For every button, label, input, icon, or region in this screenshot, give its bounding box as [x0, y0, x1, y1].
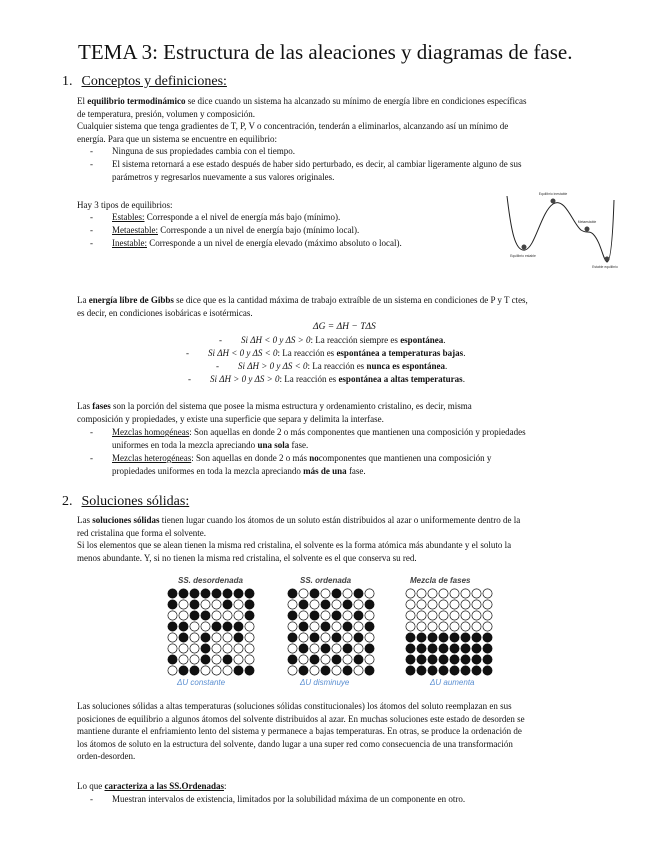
label-metastable: Metaestable [577, 220, 597, 224]
solute-atom [439, 666, 448, 675]
solute-atom [428, 655, 437, 664]
list-item: - Mezclas heterogéneas: Son aquellas en donde 2 o más nocomponentes que mantienen una composición y propiedades uniformes en toda la mezcla apreciando más de una fase. [90, 453, 492, 476]
solute-atom [190, 600, 199, 609]
section-title: Conceptos y definiciones: [81, 74, 227, 89]
types-intro: Hay 3 tipos de equilibrios: [77, 200, 173, 210]
solute-atom [179, 589, 188, 598]
solvent-atom [223, 644, 232, 653]
solvent-atom [439, 611, 448, 620]
solvent-atom [354, 666, 363, 675]
ball-unstable [551, 199, 556, 204]
solute-atom [406, 666, 415, 675]
solvent-atom [212, 655, 221, 664]
solute-atom [245, 666, 254, 675]
solvent-atom [332, 600, 341, 609]
solute-atom [190, 611, 199, 620]
list-item: - Mezclas homogéneas: Son aquellas en donde 2 o más componentes que mantienen una composición y propiedades uniformes en toda la mezcla apreciando una sola fase. [90, 427, 526, 450]
solute-atom [439, 655, 448, 664]
solvent-atom [406, 622, 415, 631]
solute-atom [343, 644, 352, 653]
solvent-atom [343, 633, 352, 642]
solute-atom [310, 589, 319, 598]
solute-atom [483, 655, 492, 664]
solute-atom [461, 644, 470, 653]
solvent-atom [310, 622, 319, 631]
solvent-atom [190, 644, 199, 653]
solvent-atom [450, 611, 459, 620]
ss-disordered-lattice [167, 588, 255, 676]
list-item: - Estables: Corresponde a el nivel de energía más bajo (mínimo). [90, 212, 341, 222]
solvent-atom [321, 589, 330, 598]
solvent-atom [365, 611, 374, 620]
list-item: - Ninguna de sus propiedades cambia con el tiempo. [90, 146, 295, 156]
solute-atom [299, 644, 308, 653]
solute-atom [461, 633, 470, 642]
solvent-atom [343, 611, 352, 620]
solute-atom [201, 644, 210, 653]
solvent-atom [288, 622, 297, 631]
solvent-atom [439, 600, 448, 609]
solute-atom [179, 666, 188, 675]
solvent-atom [201, 666, 210, 675]
solute-atom [321, 622, 330, 631]
solute-atom [168, 600, 177, 609]
solvent-atom [234, 600, 243, 609]
solvent-atom [201, 622, 210, 631]
solvent-atom [321, 655, 330, 664]
solvent-atom [245, 622, 254, 631]
phase-mixture-lattice [405, 588, 493, 676]
solute-atom [428, 666, 437, 675]
solvent-atom [472, 611, 481, 620]
gibbs-case: - Si ΔH > 0 y ΔS < 0: La reacción es nunca es espontánea. [216, 361, 448, 371]
solvent-atom [190, 633, 199, 642]
solvent-atom [310, 644, 319, 653]
section-number: 2. [62, 494, 73, 509]
solute-atom [223, 589, 232, 598]
solvent-atom [332, 622, 341, 631]
gibbs-case: - Si ΔH < 0 y ΔS < 0: La reacción es espontánea a temperaturas bajas. [186, 348, 466, 358]
solvent-atom [461, 589, 470, 598]
solvent-atom [288, 644, 297, 653]
solute-atom [343, 666, 352, 675]
solvent-atom [428, 622, 437, 631]
figure-caption: ΔU disminuye [300, 678, 350, 687]
paragraph-altas-temperaturas: Las soluciones sólidas a altas temperaturas (soluciones sólidas constitucionales) los átomos del soluto reemplazan en sus posiciones de equilibrio a algunos átomos del solvente distribuidos al azar. En muchas soluciones este estado de desorden se mantiene durante el enfriamiento lento del sistema y permanece a bajas temperaturas. En otras, se produce la ordenación de los átomos de soluto en la estructura del solvente, dando lugar a una super red como consecuencia de una transformación orden-desorden. [77, 701, 525, 761]
solute-atom [354, 589, 363, 598]
solvent-atom [168, 633, 177, 642]
solute-atom [406, 655, 415, 664]
solute-atom [332, 633, 341, 642]
solvent-atom [223, 611, 232, 620]
solute-atom [321, 644, 330, 653]
solvent-atom [406, 611, 415, 620]
solvent-atom [288, 600, 297, 609]
solvent-atom [168, 666, 177, 675]
solvent-atom [234, 655, 243, 664]
solute-atom [201, 633, 210, 642]
solvent-atom [472, 589, 481, 598]
document-title: TEMA 3: Estructura de las aleaciones y diagramas de fase. [78, 40, 573, 64]
solute-atom [234, 589, 243, 598]
solute-atom [201, 655, 210, 664]
solvent-atom [450, 589, 459, 598]
gibbs-case: - Si ΔH > 0 y ΔS > 0: La reacción es espontánea a altas temperaturas. [188, 374, 465, 384]
solvent-atom [406, 600, 415, 609]
solvent-atom [439, 589, 448, 598]
solute-atom [332, 655, 341, 664]
solute-atom [417, 633, 426, 642]
solute-atom [245, 600, 254, 609]
solvent-atom [417, 611, 426, 620]
solvent-atom [417, 622, 426, 631]
solute-atom [439, 644, 448, 653]
solute-atom [365, 600, 374, 609]
ball-stable-right [605, 257, 610, 262]
solute-atom [332, 589, 341, 598]
solute-atom [483, 644, 492, 653]
solvent-atom [461, 611, 470, 620]
solute-atom [310, 633, 319, 642]
solute-atom [299, 622, 308, 631]
solvent-atom [179, 644, 188, 653]
solute-atom [168, 655, 177, 664]
solute-atom [417, 655, 426, 664]
solvent-atom [168, 644, 177, 653]
solute-atom [299, 600, 308, 609]
solvent-atom [179, 600, 188, 609]
label-stable-right: Estable equilibrio [592, 265, 618, 269]
solvent-atom [461, 622, 470, 631]
list-item: - Metaestable: Corresponde a un nivel de energía bajo (mínimo local). [90, 225, 360, 235]
caracteriza-line: Lo que caracteriza a las SS.Ordenadas: [77, 781, 227, 791]
solute-atom [343, 600, 352, 609]
solute-atom [190, 589, 199, 598]
solvent-atom [428, 600, 437, 609]
solvent-atom [299, 633, 308, 642]
solute-atom [461, 666, 470, 675]
ss-ordered-lattice [287, 588, 375, 676]
paragraph-fases: Las fases son la porción del sistema que posee la misma estructura y ordenamiento cristalino, es decir, misma composición y propiedades, y existe una superficie que separa y delimita la interfase. [77, 401, 472, 424]
solvent-atom [212, 600, 221, 609]
solute-atom [332, 611, 341, 620]
solvent-atom [190, 655, 199, 664]
solvent-atom [321, 633, 330, 642]
figure-title: SS. desordenada [178, 576, 243, 585]
solvent-atom [406, 589, 415, 598]
solute-atom [428, 644, 437, 653]
solute-atom [450, 655, 459, 664]
term-fases: fases [92, 401, 111, 411]
paragraph-equilibrio: El equilibrio termodinámico se dice cuando un sistema ha alcanzado su mínimo de energía libre en condiciones específicas de temperatura, presión, volumen y composición. Cualquier sistema que tenga gradientes de T, P, V o concentración, tenderán a eliminarlos, alcanzando así un mínimo de energía. Para que un sistema se encuentre en equilibrio: [77, 96, 527, 144]
solvent-atom [299, 589, 308, 598]
solute-atom [288, 589, 297, 598]
solute-atom [212, 622, 221, 631]
solute-atom [223, 655, 232, 664]
solvent-atom [332, 644, 341, 653]
solute-atom [168, 622, 177, 631]
solute-atom [299, 666, 308, 675]
label-unstable: Equilibrio inestable [538, 192, 568, 196]
solvent-atom [343, 589, 352, 598]
solute-atom [288, 655, 297, 664]
solvent-atom [343, 655, 352, 664]
solvent-atom [472, 600, 481, 609]
solvent-atom [483, 600, 492, 609]
solvent-atom [310, 600, 319, 609]
solvent-atom [245, 644, 254, 653]
solute-atom [354, 655, 363, 664]
solvent-atom [288, 666, 297, 675]
solvent-atom [321, 611, 330, 620]
solvent-atom [310, 666, 319, 675]
section-2-heading [62, 494, 189, 510]
solvent-atom [428, 589, 437, 598]
solute-atom [212, 589, 221, 598]
section-number: 1. [62, 74, 73, 89]
solvent-atom [365, 589, 374, 598]
solvent-atom [483, 611, 492, 620]
solvent-atom [450, 622, 459, 631]
solute-atom [245, 611, 254, 620]
figure-caption: ΔU aumenta [430, 678, 475, 687]
paragraph-gibbs: La energía libre de Gibbs se dice que es la cantidad máxima de trabajo extraíble de un sistema en condiciones de P y T ctes, es decir, en condiciones isobáricas e isotérmicas. [77, 295, 528, 318]
solvent-atom [417, 589, 426, 598]
ball-stable [522, 245, 527, 250]
solute-atom [310, 655, 319, 664]
solute-atom [472, 644, 481, 653]
solute-atom [472, 633, 481, 642]
solute-atom [288, 633, 297, 642]
solute-atom [234, 622, 243, 631]
solute-atom [483, 633, 492, 642]
solvent-atom [299, 611, 308, 620]
solute-atom [439, 633, 448, 642]
gibbs-case: - Si ΔH < 0 y ΔS > 0: La reacción siempre es espontánea. [219, 335, 446, 345]
solute-atom [406, 633, 415, 642]
solute-atom [321, 666, 330, 675]
solute-atom [417, 644, 426, 653]
solute-atom [201, 589, 210, 598]
solvent-atom [354, 644, 363, 653]
term-soluciones: soluciones sólidas [92, 515, 160, 525]
solvent-atom [168, 611, 177, 620]
solvent-atom [450, 600, 459, 609]
solvent-atom [245, 633, 254, 642]
solute-atom [234, 633, 243, 642]
solvent-atom [201, 600, 210, 609]
solvent-atom [190, 622, 199, 631]
solute-atom [234, 666, 243, 675]
figure-caption: ΔU constante [177, 678, 226, 687]
solvent-atom [483, 589, 492, 598]
solute-atom [190, 666, 199, 675]
section-1-heading [62, 74, 227, 90]
solvent-atom [179, 611, 188, 620]
solute-atom [321, 600, 330, 609]
list-item: - El sistema retornará a ese estado después de haber sido perturbado, es decir, al cambiar ligeramente alguno de sus parámetros y regresarlos nuevamente a sus valores originales. [90, 159, 522, 182]
term-equilibrio: equilibrio termodinámico [87, 96, 186, 106]
solute-atom [288, 611, 297, 620]
solute-atom [201, 611, 210, 620]
solvent-atom [439, 622, 448, 631]
solvent-atom [354, 600, 363, 609]
solute-atom [365, 644, 374, 653]
solvent-atom [212, 644, 221, 653]
figure-title: Mezcla de fases [410, 576, 471, 585]
solute-atom [483, 666, 492, 675]
solute-atom [450, 633, 459, 642]
solute-atom [179, 622, 188, 631]
solvent-atom [212, 666, 221, 675]
solvent-atom [428, 611, 437, 620]
solute-atom [223, 622, 232, 631]
term-gibbs: energía libre de Gibbs [88, 295, 174, 305]
solvent-atom [354, 622, 363, 631]
solvent-atom [234, 644, 243, 653]
solute-atom [428, 633, 437, 642]
solute-atom [343, 622, 352, 631]
solvent-atom [212, 611, 221, 620]
solute-atom [450, 666, 459, 675]
list-item: - Inestable: Corresponde a un nivel de energía elevado (máximo absoluto o local). [90, 238, 402, 248]
solute-atom [365, 622, 374, 631]
solvent-atom [483, 622, 492, 631]
solute-atom [472, 666, 481, 675]
solvent-atom [223, 633, 232, 642]
paragraph-soluciones: Las soluciones sólidas tienen lugar cuando los átomos de un soluto están distribuidos al azar o uniformemente dentro de la red cristalina que forma el solvente. Si los elementos que se alean tienen la misma red cristalina, el solvente es la forma atómica más abundante y el soluto la menos abundante. Y, si no tienen la misma red cristalina, el solvente es el que conserva su red. [77, 515, 521, 563]
solute-atom [223, 600, 232, 609]
ball-metastable [585, 227, 590, 232]
gibbs-formula: ΔG = ΔH − TΔS [313, 322, 376, 332]
label-stable: Equilibrio estable [510, 254, 536, 258]
solvent-atom [365, 633, 374, 642]
solute-atom [472, 655, 481, 664]
solvent-atom [179, 655, 188, 664]
solute-atom [417, 666, 426, 675]
solute-atom [179, 633, 188, 642]
solvent-atom [417, 600, 426, 609]
solute-atom [406, 644, 415, 653]
solvent-atom [245, 655, 254, 664]
solute-atom [461, 655, 470, 664]
solute-atom [310, 611, 319, 620]
solvent-atom [212, 633, 221, 642]
solute-atom [354, 633, 363, 642]
solvent-atom [472, 622, 481, 631]
solute-atom [450, 644, 459, 653]
list-item: - Muestran intervalos de existencia, limitados por la solubilidad máxima de un componente en otro. [90, 794, 466, 804]
solute-atom [245, 589, 254, 598]
solvent-atom [299, 655, 308, 664]
energy-landscape-figure [503, 190, 618, 272]
solvent-atom [234, 611, 243, 620]
solvent-atom [365, 655, 374, 664]
solute-atom [168, 589, 177, 598]
section-title: Soluciones sólidas: [81, 494, 190, 509]
solute-atom [365, 666, 374, 675]
energy-curve [507, 196, 614, 262]
solute-atom [354, 611, 363, 620]
solvent-atom [223, 666, 232, 675]
solvent-atom [332, 666, 341, 675]
figure-title: SS. ordenada [300, 576, 352, 585]
solvent-atom [461, 600, 470, 609]
